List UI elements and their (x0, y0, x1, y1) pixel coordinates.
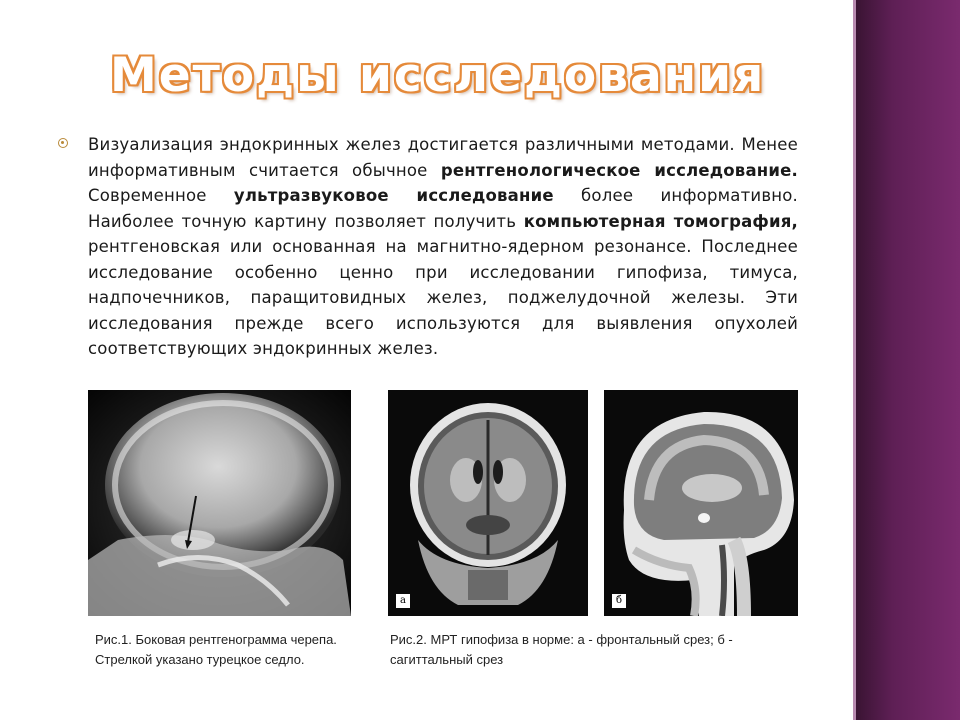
mri-sagittal-image (604, 390, 798, 616)
skull-xray-image (88, 390, 351, 616)
bold-term-ct: компьютерная томография, (523, 211, 799, 231)
body-paragraph (88, 132, 798, 362)
text-run: рентгеновская или основанная на магнитно-ядерном резонансе. Последнее исследование особенно ценно при исследовании гипофиза, тимуса, надпочечников, паращитовидных желез, поджелудочной железы. Эти исследования прежде всего используются для выявления опухолей соответствующих эндокринных желез. (88, 237, 798, 358)
mri-frontal-image (388, 390, 588, 616)
bullet-icon (58, 138, 68, 148)
figure-label-a: а (396, 594, 410, 608)
slide-title: Методы исследования (110, 48, 766, 103)
figure-label-b: б (612, 594, 626, 608)
text-run: Современное (88, 186, 234, 205)
text-run: более информативно. Наиболее точную картину позволяет получить (88, 186, 798, 231)
side-decoration-band (856, 0, 960, 720)
text-run: Визуализация эндокринных желез достигается различными методами. Менее информативным считается обычное (88, 135, 798, 180)
caption-figure-2: Рис.2. МРТ гипофиза в норме: а - фронтальный срез; б - сагиттальный срез (390, 632, 733, 667)
bold-term-ultrasound: ультразвуковое исследование (233, 186, 554, 205)
bold-term-xray: рентгенологическое исследование. (440, 160, 799, 180)
caption-figure-1: Рис.1. Боковая рентгенограмма черепа. Стрелкой указано турецкое седло. (95, 632, 337, 667)
